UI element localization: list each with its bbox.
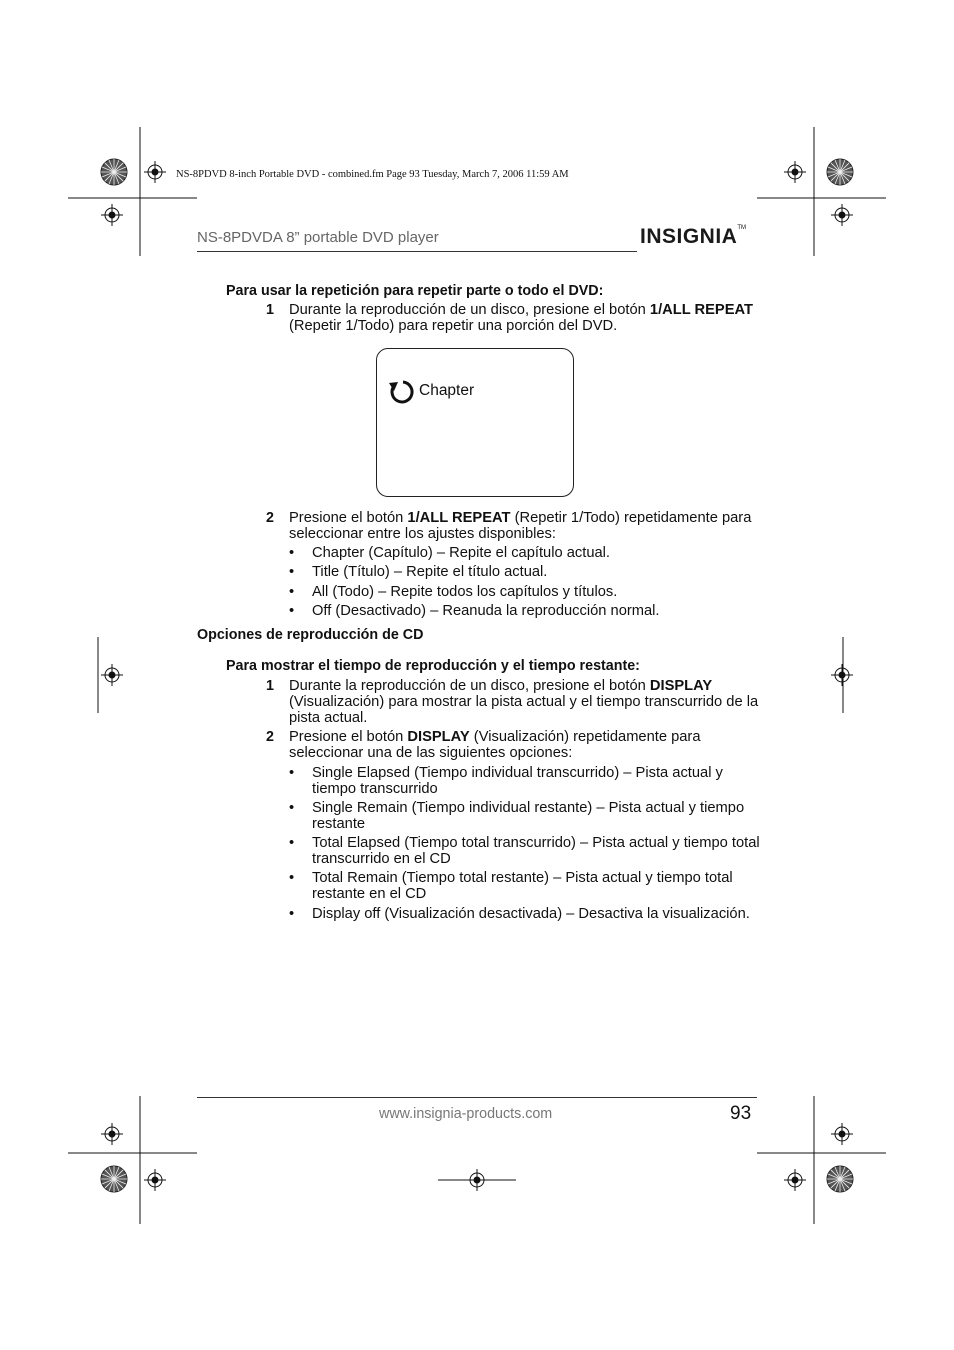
procedure-heading-display: Para mostrar el tiempo de reproducción y el tiempo restante:	[226, 658, 640, 674]
header-title: NS-8PDVDA 8” portable DVD player	[197, 229, 439, 246]
step-number: 2	[266, 729, 274, 745]
registration-mark-icon	[101, 204, 123, 226]
list-item: Off (Desactivado) – Reanuda la reproducción normal.	[312, 603, 660, 619]
bullet-glyph: •	[289, 835, 295, 851]
bullet-glyph: •	[289, 800, 295, 816]
star-target-icon	[827, 159, 853, 185]
bullet-glyph: •	[289, 906, 295, 922]
bullet-glyph: •	[289, 603, 295, 619]
bullet-glyph: •	[289, 564, 295, 580]
logo-trademark: TM	[737, 225, 747, 231]
bullet-glyph: •	[289, 765, 295, 781]
bullet-glyph: •	[289, 870, 295, 886]
star-target-icon	[827, 1166, 853, 1192]
list-item: Total Elapsed (Tiempo total transcurrido) – Pista actual y tiempo total transcurrido en el CD	[312, 835, 760, 867]
bullet-glyph: •	[289, 584, 295, 600]
bullet-glyph: •	[289, 545, 295, 561]
registration-mark-icon	[144, 1169, 166, 1191]
registration-mark-icon	[101, 664, 123, 686]
brand-logo	[640, 225, 746, 249]
section-title-cd: Opciones de reproducción de CD	[197, 627, 424, 643]
star-target-icon	[101, 159, 127, 185]
list-item: All (Todo) – Repite todos los capítulos y títulos.	[312, 584, 618, 600]
registration-mark-icon	[101, 1123, 123, 1145]
step-number: 1	[266, 302, 274, 318]
list-item: Display off (Visualización desactivada) – Desactiva la visualización.	[312, 906, 750, 922]
logo-wordmark: INSIGNIA	[640, 225, 738, 248]
registration-mark-icon	[784, 161, 806, 183]
procedure-heading-repeat: Para usar la repetición para repetir parte o todo el DVD:	[226, 283, 604, 299]
list-item: Title (Título) – Repite el título actual.	[312, 564, 548, 580]
footer-url: www.insignia-products.com	[379, 1106, 553, 1122]
registration-mark-icon	[831, 204, 853, 226]
step-number: 2	[266, 510, 274, 526]
footer-rule	[197, 1097, 757, 1098]
step-text: Durante la reproducción de un disco, presione el botón DISPLAY (Visualización) para mostrar la pista actual y el tiempo transcurrido de la pista actual.	[289, 678, 759, 726]
header-rule	[197, 251, 637, 252]
repeat-icon	[387, 378, 417, 404]
list-item: Single Remain (Tiempo individual restante) – Pista actual y tiempo restante	[312, 800, 745, 832]
page-number: 93	[730, 1103, 752, 1124]
list-item: Chapter (Capítulo) – Repite el capítulo actual.	[312, 545, 610, 561]
step-text: Durante la reproducción de un disco, presione el botón 1/ALL REPEAT (Repetir 1/Todo) para repetir una porción del DVD.	[289, 302, 754, 334]
registration-mark-icon	[831, 664, 853, 686]
step-text: Presione el botón 1/ALL REPEAT (Repetir 1/Todo) repetidamente para seleccionar entre los ajustes disponibles:	[289, 510, 752, 542]
file-info-line: NS-8PDVD 8-inch Portable DVD - combined.fm Page 93 Tuesday, March 7, 2006 11:59 AM	[176, 169, 569, 180]
registration-mark-icon	[831, 1123, 853, 1145]
osd-repeat-label: Chapter	[419, 382, 475, 399]
registration-mark-icon	[784, 1169, 806, 1191]
step-text: Presione el botón DISPLAY (Visualización) repetidamente para seleccionar una de las siguientes opciones:	[289, 729, 701, 761]
step-number: 1	[266, 678, 274, 694]
list-item: Total Remain (Tiempo total restante) – Pista actual y tiempo total restante en el CD	[312, 870, 733, 902]
osd-screen-illustration	[376, 348, 574, 497]
list-item: Single Elapsed (Tiempo individual transcurrido) – Pista actual y tiempo transcurrido	[312, 765, 723, 797]
star-target-icon	[101, 1166, 127, 1192]
registration-mark-icon	[144, 161, 166, 183]
